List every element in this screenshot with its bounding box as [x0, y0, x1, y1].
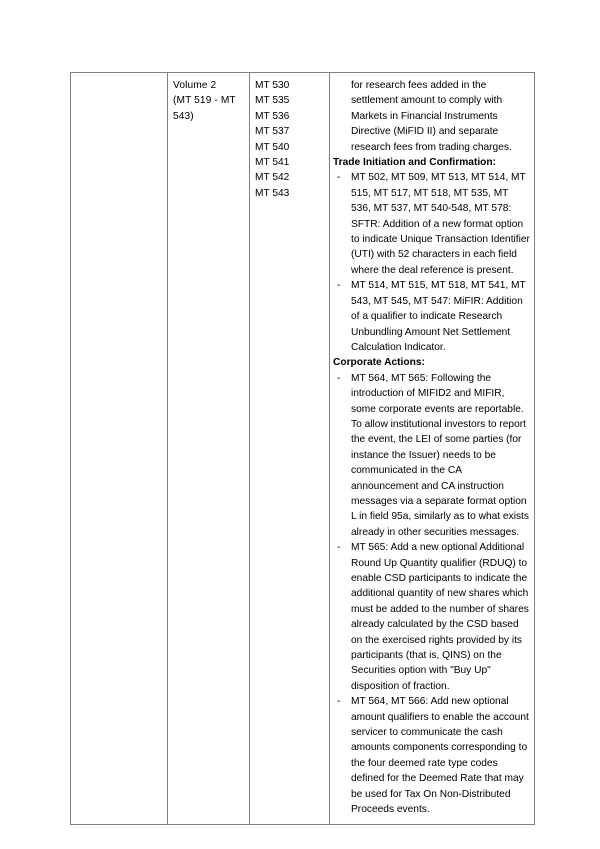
list-item: [333, 540, 530, 694]
list-item: MT 536: [255, 110, 290, 122]
section-heading-trade-initiation: Trade Initiation and Confirmation:: [333, 157, 496, 169]
bullet-dash-icon: -: [337, 696, 341, 708]
list-item: [333, 694, 530, 817]
list-item-text: MT 514, MT 515, MT 518, MT 541, MT 543, MT 545, MT 547: MiFIR: Addition of a qualifier to indicate Research Unbundling Amount Net Settlement Calculation Indicator.: [351, 280, 526, 353]
list-item: MT 543: [255, 187, 290, 199]
volume-cell-content: [168, 73, 249, 130]
list-item: [333, 170, 530, 278]
table-row: [71, 73, 535, 825]
table-cell-message-types: [250, 73, 330, 825]
list-item: MT 530: [255, 80, 290, 91]
list-item-text: MT 502, MT 509, MT 513, MT 514, MT 515, MT 517, MT 518, MT 535, MT 536, MT 537, MT 540-548, MT 578: SFTR: Addition of a new format option to indicate Unique Transaction Identifier (UTI) with 52 characters in each field where the deal reference is present.: [351, 172, 530, 276]
table-cell-blank: [71, 73, 168, 825]
list-item: [333, 371, 530, 540]
list-item-text: MT 565: Add a new optional Additional Round Up Quantity qualifier (RDUQ) to enable CSD participants to indicate the additional quantity of new shares which must be added to the number of shares already calculated by the CSD based on the exercised rights provided by its participants (that is, QINS) on the Securities option with "Buy Up" disposition of fraction.: [351, 542, 529, 692]
blank-cell-text: [71, 73, 167, 84]
section-heading-corporate-actions: Corporate Actions:: [333, 357, 425, 369]
bullet-dash-icon: -: [337, 280, 341, 292]
volume-label: Volume 2: [173, 80, 217, 91]
list-item: MT 542: [255, 172, 290, 184]
content-table: [70, 72, 535, 825]
table-cell-volume: [168, 73, 250, 825]
bullet-dash-icon: -: [337, 372, 341, 384]
list-item: [333, 278, 530, 355]
list-item-text: MT 564, MT 565: Following the introduction of MIFID2 and MIFIR, some corporate events are reportable. To allow institutional investors to report the event, the LEI of some parties (for instance the Issuer) needs to be communicated in the CA announcement and CA instruction messages via a separate format option L in field 95a, similarly as to what exists already in other securities messages.: [351, 372, 529, 538]
table-cell-changes: [330, 73, 535, 825]
bullet-dash-icon: -: [337, 172, 341, 184]
volume-range: (MT 519 - MT 543): [173, 95, 236, 122]
list-item: MT 537: [255, 126, 290, 138]
changes-content: [330, 73, 534, 824]
list-item: MT 540: [255, 141, 290, 153]
paragraph-continuation: for research fees added in the settlement amount to comply with Markets in Financial Instruments Directive (MiFID II) and separate research fees from trading charges.: [351, 80, 512, 153]
list-item: MT 541: [255, 157, 290, 169]
list-item-text: MT 564, MT 566: Add new optional amount qualifiers to enable the account servicer to communicate the cash amounts components corresponding to the four deemed rate type codes defined for the Deemed Rate that may be used for Tax On Non-Distributed Proceeds events.: [351, 696, 529, 816]
message-type-list: [250, 73, 329, 207]
list-item: MT 535: [255, 95, 290, 107]
bullet-dash-icon: -: [337, 542, 341, 554]
